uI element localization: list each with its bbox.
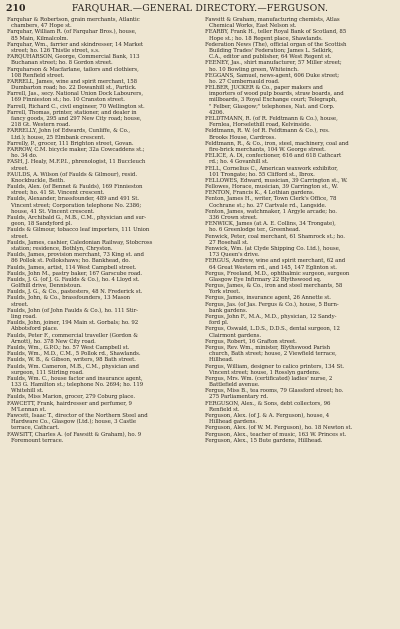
directory-entry: Fergus, James, & Co., iron and steel merchants, 58 York street. — [205, 283, 343, 296]
directory-entry: Farquharson & Macfarlane, tailors and clothiers, 108 Renfield street. — [7, 66, 139, 79]
directory-entry: Fergus, Freeland, M.D., ophthalmic surgeon, surgeon Glasgow Eye Infirmary 22 Blythswood sq. — [205, 270, 350, 283]
page-number: 210 — [6, 3, 26, 14]
directory-entry: Ferguson, Alex. (of J. & A. Ferguson), house, 4 Hillhead gardens. — [205, 413, 330, 426]
directory-entry: Faulds, W. B., & Gibson, writers, 98 Bath street. — [7, 357, 136, 364]
directory-entry: Fenton, James H., writer, Town Clerk's Office, 78 Cochrane st.; ho. 27 Cartvale rd., Langside. — [205, 196, 337, 209]
directory-entry: Faulds, Alex. (of Bennet & Faulds), 169 Finnieston street; ho. 41 St. Vincent crescent. — [7, 184, 143, 197]
directory-entry: Faulds, John, joiner, 194 Main st. Gorbals; ho. 92 Abbotsford place. — [7, 320, 139, 333]
directory-entry: FAULDS, A. Wilson (of Faulds & Gilmour), resid. Knockbuckle, Beith. — [7, 171, 137, 184]
directory-entry: FERGUS, Andrew, wine and spirit merchant, 62 and 64 Great Western rd., and 145, 147 Eglinton st. — [205, 258, 346, 271]
directory-entry: Farrelly, P., grocer, 111 Brighton street, Govan. — [7, 140, 134, 147]
directory-entry: FENWICK, James (at A. E. Collins, 34 Trongate), ho. 6 Greenlodge ter., Greenhead. — [205, 221, 336, 234]
directory-entry: Faulds, Wm., G.P.O.; ho. 57 West Campbell st. — [7, 344, 130, 351]
directory-entry: FEARBY, Frank H., teller Royal Bank of Scotland, 85 Hope st.; ho. 18 Regent place, Shawlands. — [205, 29, 347, 42]
left-column — [7, 17, 197, 444]
directory-entry: Faulds, Archibald G., M.B., C.M., physician and sur- geon, 18 Sandyford pl. — [7, 215, 147, 228]
directory-entry: Faulds, James, artist, 114 West Campbell street. — [7, 264, 137, 271]
directory-entry: Federation News (The), official organ of the Scottish Building Trades' Federation; James L. Selkirk, C.A., editor and publisher, 64 West Regent st. — [205, 41, 347, 61]
directory-entry: Faulds, Wm. C., house factor and insurance agent, 133 G. Hamilton st.; telephone No. 2694; ho. 119 Whitehill st. — [7, 375, 144, 395]
running-head: FARQUHAR.—GENERAL DIRECTORY.—FERGUSON. — [71, 3, 329, 14]
directory-entry: Fawcett, Isaac T., director of the Northern Steel and Hardware Co., Glasgow (Ltd.); house, 3 Castle terrace, Cathcart. — [7, 413, 148, 432]
directory-entry: Fergus, Miss B., tea rooms, 79 Glassford street; ho. 275 Parliamentary rd. — [205, 388, 344, 401]
directory-entry: FELBER, JUCKER & Co., paper makers and importers of wood pulp boards, straw boards, and millboards, 3 Royal Exchange court; Telegraph, " Felber, Glasgow;" telephones, Nat. and Corp. 4206. — [205, 85, 344, 116]
directory-entry: FARQUHARSON, George, Commercial Bank, 113 Buchanan street; ho. 8 Gordon street. — [7, 54, 140, 67]
directory-entry: Fawsitt & Graham, manufacturing chemists, Atlas Chemical Works, East Nelson st. — [205, 17, 340, 30]
directory-entry: Faulds, Wm., M.D., C.M., 5 Pollok rd., Shawlands. — [7, 351, 141, 358]
page-header — [6, 3, 394, 15]
directory-entry: Faulds, John (of John Faulds & Co.), ho. 111 Stir- ling road. — [7, 307, 138, 320]
directory-entry: Farrell, Thomas, printer, stationer, and dealer in fancy goods, 295 and 297 New City road; house, 218 Gt. Western road. — [7, 109, 142, 129]
directory-entry: Fergus, Rev. Wm., minister, Blythswood Parish church, Bath street; house, 2 Viewfield terrace, Hillhead. — [205, 344, 337, 364]
directory-entry: FAWSITT, Charles A. (of Fawsitt & Graham), ho. 9 Foremount terrace. — [7, 431, 142, 444]
directory-entry: Faulds, John M., pastry baker, 167 Garscube road. — [7, 270, 143, 277]
directory-entry: Farrell, Jas., secy. National Union Dock Labourers, 169 Finnieston st.; ho. 10 Cranston street. — [7, 91, 143, 104]
directory-entry: Fergus, Mrs. Wm. (certificated) ladies' nurse, 2 Battlefield avenue. — [205, 375, 333, 389]
directory-entry: FEENEY, Jas., shirt manufacturer, 57 Miller street; ho. 10 Bowling green, Whiteinch. — [205, 60, 342, 73]
directory-entry: Faulds, J. G. (of J. G. Faulds & Co.), ho. 4 Lloyd st. Golfhill drive, Dennistoun. — [7, 276, 140, 290]
directory-entry: Feldtmann, R. W. (of R. Feldtmann & Co.), res. Brooks House, Cardross. — [205, 128, 330, 141]
directory-entry: Faulds, Peter F., commercial traveller (Gordon & Arnott), ho. 378 New City road. — [7, 332, 138, 345]
directory-entry: FENTON, Francis K., 4 Lothian gardens. — [205, 190, 315, 197]
directory-entry: Fergus, Robert, 16 Grafton street. — [205, 338, 297, 345]
directory-entry: Farquhar & Robertson, grain merchants, Atlantic chambers, 47 Hope st. — [7, 17, 140, 30]
directory-entry: Fenwick, Wm. (at Clyde Shipping Co. Ltd.), house, 173 Queen's drive. — [205, 245, 341, 259]
directory-entry: Fergus, James, insurance agent, 26 Annette st. — [205, 295, 331, 302]
directory-entry: Fenton, James, watchmaker, 1 Argyle arcade; ho. 336 Crown street. — [205, 208, 337, 221]
right-column — [205, 17, 395, 444]
directory-entry: Farquhar, Wm., farrier and skindresser, 14 Market street; ho. 126 Thistle street, s.s. — [7, 41, 144, 54]
directory-entry: FASH, J. Healy, M.F.P.I., phrenologist, 11 Buccleuch street. — [7, 159, 146, 172]
directory-entry: Farquhar, William R. (of Farquhar Bros.), house, 85 Main, Kilmalcolm. — [7, 29, 137, 42]
directory-entry: Faulds, James, cashier, Caledonian Railway, Stobcross station; residence, Bothlyn, Chryston. — [7, 239, 153, 252]
directory-entry: Fenwick, Peter, coal merchant, 61 Shamrock st.; ho. 27 Rosehall st. — [205, 233, 345, 246]
directory-entry: Faulds, J. G., & Co., pastesters, 48 N. Frederick st. — [7, 289, 143, 296]
directory-entry: Faulds, Miss Marion, grocer, 279 Coburg place. — [7, 394, 136, 401]
directory-entry: FEGGANS, Samuel, news-agent, 606 Duke street; ho. 27 Cumbernauld road. — [205, 72, 340, 85]
directory-entry: Faulds, John, & Co., brassfounders, 13 Mason street. — [7, 295, 131, 308]
directory-entry: FERGUSON, Alex., & Sons, debt collectors, 96 Renfield st. — [205, 400, 331, 413]
directory-entry: Faulds, James, provision merchant, 73 King st. and 86 Pollok st. Pollokshaws; ho. Bankhead, do. — [7, 252, 144, 265]
directory-entry: Fergus, John F., M.A., M.D., physician, 12 Sandy- ford pl. — [205, 314, 337, 327]
directory-entry: Fergus, Oswald, L.D.S., D.D.S., dental surgeon, 12 Clairmont gardens. — [205, 326, 340, 339]
directory-entry: Ferguson, Alex., 15 Bute gardens, Hillhead. — [205, 437, 323, 444]
directory-entry: FELL, Cornelius C., American waxwork exhibitor, 101 Trongate; ho. 55 Clifford st., Ibrox. — [205, 165, 338, 178]
directory-entry: Ferguson, Alex., teacher of music, 163 W. Princes st. — [205, 431, 347, 438]
directory-entry: FARROW, C.M. bicycle maker, 32a Cowcaddens st.; ho. 34 do. — [7, 146, 145, 160]
directory-entry: Faulds, Alexander, brassfounder, 489 and 491 St. Vincent street; Corporation telephone No. 2386; house, 41 St. Vincent crescent. — [7, 196, 142, 215]
directory-entry: FARRELLY, John (of Edwards, Cunliffe, & Co., Ltd.); house, 25 Elmbank crescent. — [7, 128, 131, 141]
directory-entry: Faulds, Wm. Cameron, M.B., C.M., physician and surgeon, 111 Stirling road. — [7, 363, 139, 376]
directory-entry: Ferguson, Alex. (of W. M. Ferguson), ho. 18 Newton st. — [205, 425, 353, 432]
directory-entry: Fergus, Jas. (of Jas. Fergus & Co.), house, 5 Burn- bank gardens. — [205, 301, 339, 314]
directory-entry: Fellowes, Horace, musician, 39 Carrington st., W. — [205, 184, 338, 191]
directory-entry: FELLOWES, Edward, musician, 39 Carrington st., W. — [205, 177, 348, 184]
directory-entry: Feldtmann, R., & Co., iron, steel, machinery, coal and fire-brick merchants, 104 W. George street. — [205, 140, 349, 153]
directory-entry: FELDTMANN, R. (of R. Feldtmann & Co.), house, Fernlea, Horselethill road, Kelvinside. — [205, 116, 338, 129]
directory-entry: FAWCETT, Frank, hairdresser and perfumer, 9 M'Lennan st. — [7, 400, 132, 413]
directory-entry: Faulds & Gilmour, tobacco leaf importers, 111 Union street. — [7, 227, 150, 240]
directory-entry: FARRELL, James, wine and spirit merchant, 158 Dumbarton road; ho. 22 Dowanhill st., Partick. — [7, 78, 138, 92]
directory-entry: Fergus, William, designer to calico printers, 134 St. Vincent street; house, 1 Rosslyn gardens. — [205, 363, 345, 376]
directory-entry: FELICE, A. Di, confectioner, 616 and 618 Cathcart rd.; ho. 4 Govanhill st. — [205, 153, 342, 166]
directory-entry: Farrell, Richard C., civil engineer, 70 Wellington st. — [7, 103, 145, 110]
